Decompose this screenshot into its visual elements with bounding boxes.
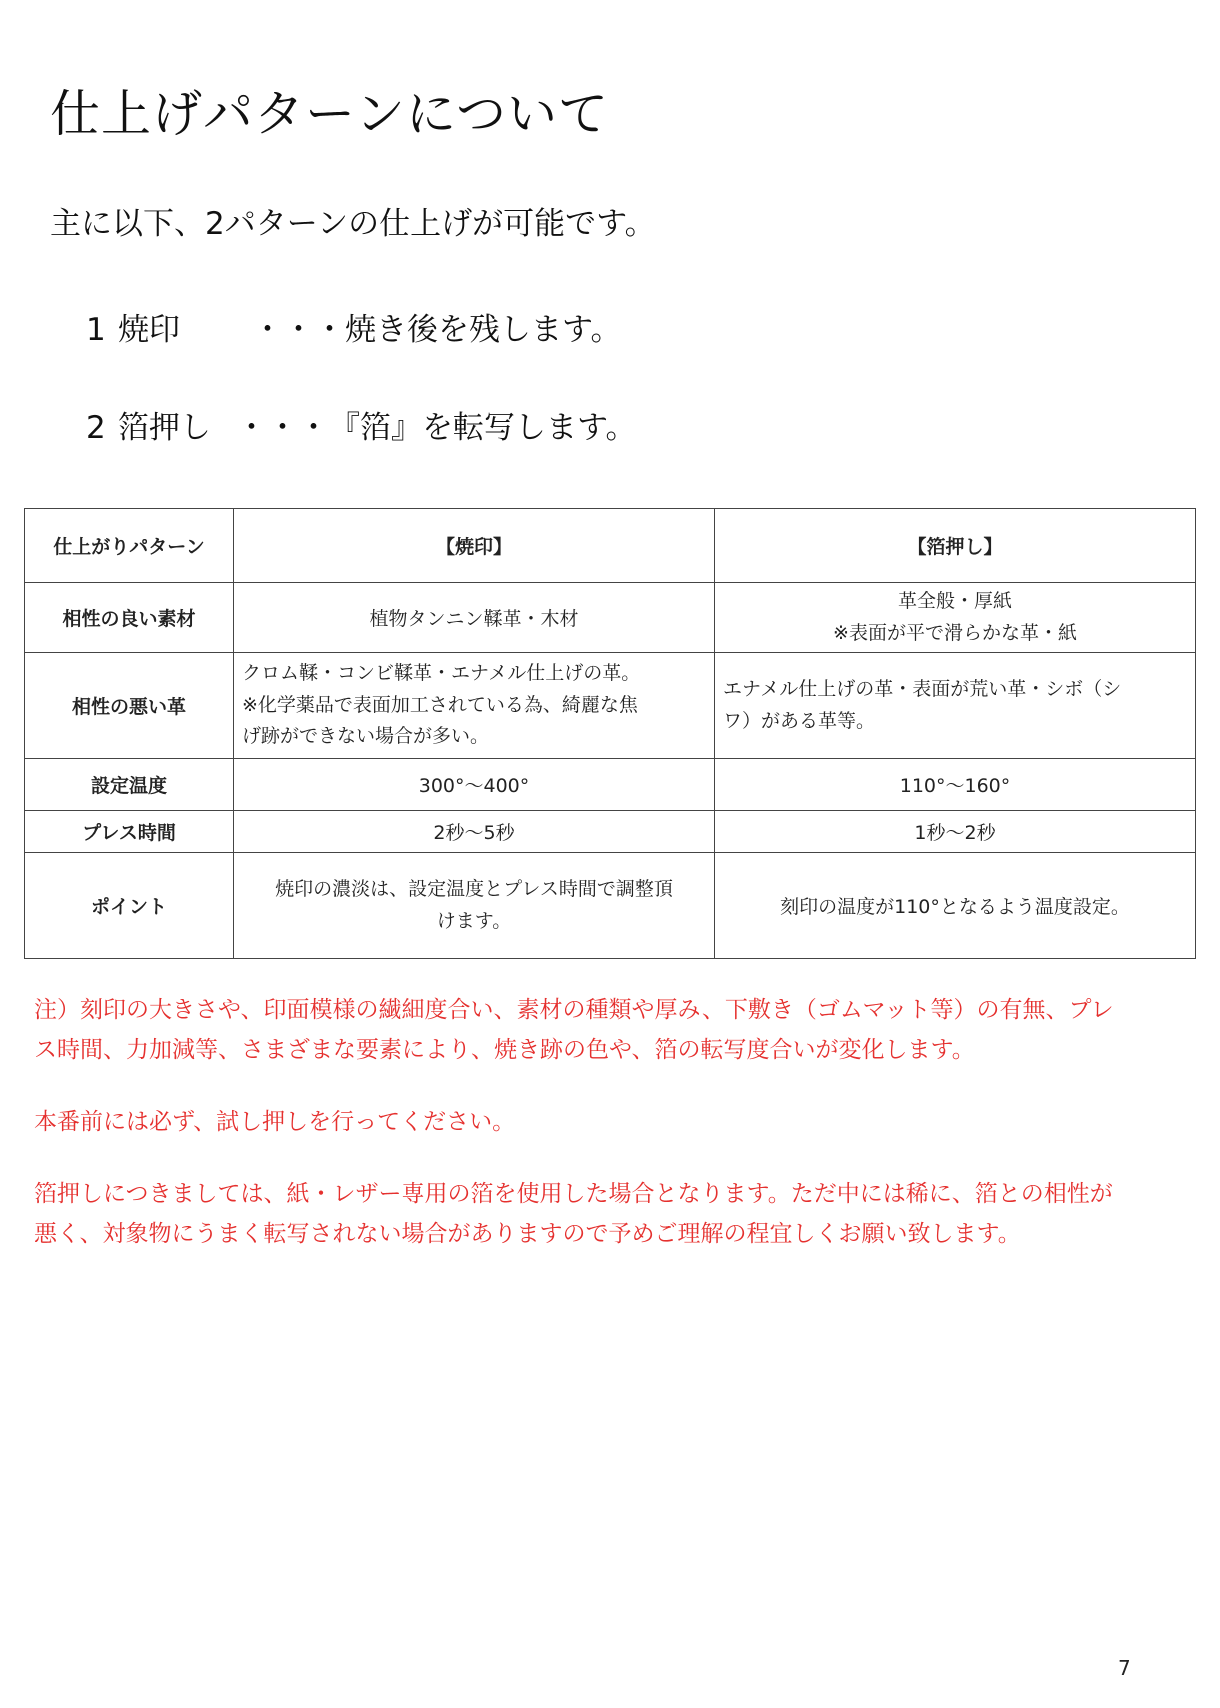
table-row-temperature — [25, 759, 1196, 811]
cell-line: げ跡ができない場合が多い。 — [242, 725, 490, 748]
cell-yakiin — [234, 853, 715, 959]
header-yakiin: 【焼印】 — [234, 509, 715, 583]
cell-line: ※化学薬品で表面加工されている為、綺麗な焦 — [242, 693, 638, 716]
cell-hakuoshi — [715, 853, 1196, 959]
note-line: 悪く、対象物にうまく転写されない場合がありますので予めご理解の程宜しくお願い致します。 — [34, 1221, 1021, 1247]
cell-hakuoshi — [715, 583, 1196, 653]
table-row-bad-leather — [25, 653, 1196, 759]
pattern-description: 『箔』を転写します。 — [329, 410, 637, 446]
cell-line: ※表面が平で滑らかな革・紙 — [833, 621, 1077, 644]
cell-hakuoshi — [715, 653, 1196, 759]
note-test-press — [34, 1102, 1194, 1142]
table-row-point — [25, 853, 1196, 959]
finish-comparison-table — [24, 508, 1196, 959]
cell-yakiin — [234, 759, 715, 811]
cell-line: クロム鞣・コンビ鞣革・エナメル仕上げの革。 — [242, 662, 641, 685]
pattern-description: 焼き後を残します。 — [345, 312, 622, 348]
pattern-dots: ・・・ — [252, 312, 345, 348]
row-label: 設定温度 — [25, 759, 234, 811]
table-header-row — [25, 509, 1196, 583]
intro-text: 主に以下、2パターンの仕上げが可能です。 — [50, 206, 656, 242]
page-title: 仕上げパターンについて — [50, 85, 609, 143]
cell-line: エナメル仕上げの革・表面が荒い革・シボ（シ — [723, 678, 1122, 701]
page-number: 7 — [1118, 1656, 1131, 1680]
cell-yakiin — [234, 811, 715, 853]
note-line: 本番前には必ず、試し押しを行ってください。 — [34, 1109, 516, 1135]
cell-line: 植物タンニン鞣革・木材 — [369, 608, 579, 630]
cell-hakuoshi — [715, 759, 1196, 811]
note-variation — [34, 990, 1194, 1070]
cell-line: 革全般・厚紙 — [897, 590, 1012, 613]
cell-line: 刻印の温度が110°となるよう温度設定。 — [780, 896, 1130, 918]
row-label: 相性の悪い革 — [25, 653, 234, 759]
cell-line: 110°〜160° — [899, 775, 1011, 797]
table-row-good-material — [25, 583, 1196, 653]
pattern-item-hakuoshi — [86, 402, 637, 447]
cell-line: 2秒〜5秒 — [433, 822, 515, 844]
row-label: 相性の良い素材 — [25, 583, 234, 653]
row-label: ポイント — [25, 853, 234, 959]
cell-yakiin — [234, 583, 715, 653]
pattern-name: 焼印 — [118, 312, 180, 348]
pattern-number: 1 — [86, 312, 106, 348]
note-line: ス時間、力加減等、さまざまな要素により、焼き跡の色や、箔の転写度合いが変化します。 — [34, 1037, 975, 1063]
cell-line: ワ）がある革等。 — [723, 709, 876, 732]
pattern-dots: ・・・ — [236, 410, 329, 446]
cell-line: 焼印の濃淡は、設定温度とプレス時間で調整頂 — [275, 878, 673, 901]
notes-section — [34, 990, 1194, 1286]
pattern-name: 箔押し — [118, 410, 211, 446]
cell-line: けます。 — [436, 909, 512, 932]
note-foil — [34, 1174, 1194, 1254]
note-line: 注）刻印の大きさや、印面模様の繊細度合い、素材の種類や厚み、下敷き（ゴムマット等）の有無、プレ — [34, 997, 1114, 1023]
header-hakuoshi: 【箔押し】 — [715, 509, 1196, 583]
table-row-press-time — [25, 811, 1196, 853]
cell-hakuoshi — [715, 811, 1196, 853]
row-label: プレス時間 — [25, 811, 234, 853]
header-pattern: 仕上がりパターン — [25, 509, 234, 583]
cell-yakiin — [234, 653, 715, 759]
note-line: 箔押しにつきましては、紙・レザー専用の箔を使用した場合となります。ただ中には稀に、箔との相性が — [34, 1181, 1113, 1207]
pattern-number: 2 — [86, 410, 106, 446]
pattern-item-yakiin — [86, 304, 622, 349]
cell-line: 300°〜400° — [418, 775, 530, 797]
cell-line: 1秒〜2秒 — [914, 822, 996, 844]
